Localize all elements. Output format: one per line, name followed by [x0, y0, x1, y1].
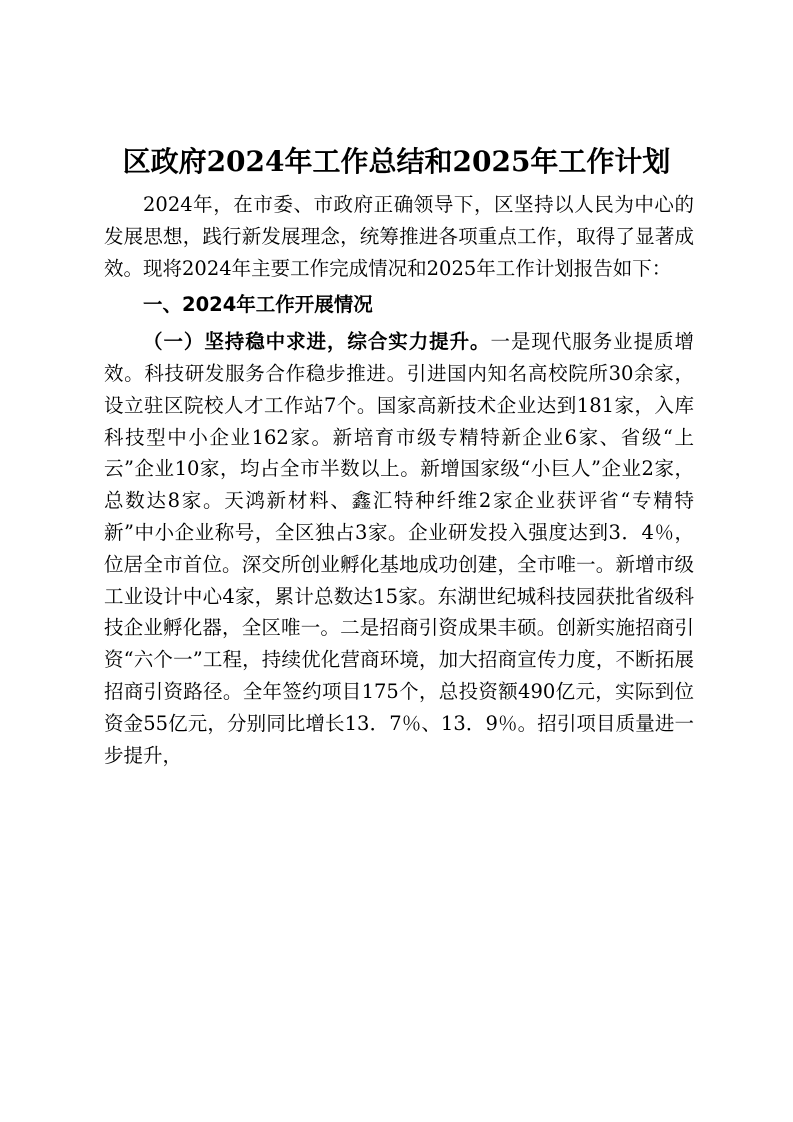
subsection-paragraph — [104, 326, 694, 771]
document-title: 区政府2024年工作总结和2025年工作计划 — [122, 145, 671, 178]
section-heading: 一、2024年工作开展情况 — [143, 293, 373, 317]
subsection-lead: （一）坚持稳中求进，综合实力提升。 — [143, 330, 491, 354]
intro-paragraph: 2024年，在市委、市政府正确领导下，区坚持以人民为中心的发展思想，践行新发展理念，统筹推进各项重点工作，取得了显著成效。现将2024年主要工作完成情况和2025年工作计划报告如下： — [104, 193, 694, 280]
subsection-body: 一是现代服务业提质增效。科技研发服务合作稳步推进。引进国内知名高校院所30余家，设立驻区院校人才工作站7个。国家高新技术企业达到181家，入库科技型中小企业162家。新培育市级专精特新企业6家、省级“上云”企业10家，均占全市半数以上。新增国家级“小巨人”企业2家，总数达8家。天鸿新材料、鑫汇特种纤维2家企业获评省“专精特新”中小企业称号，全区独占3家。企业研发投入强度达到3．4％，位居全市首位。深交所创业孵化基地成功创建，全市唯一。新增市级工业设计中心4家，累计总数达15家。东湖世纪城科技园获批省级科技企业孵化器，全区唯一。二是招商引资成果丰硕。创新实施招商引资“六个一”工程，持续优化营商环境，加大招商宣传力度，不断拓展招商引资路径。全年签约项目175个，总投资额490亿元，实际到位资金55亿元，分别同比增长13．7％、13．9％。招引项目质量进一步提升， — [104, 330, 694, 767]
document-body — [104, 189, 694, 771]
